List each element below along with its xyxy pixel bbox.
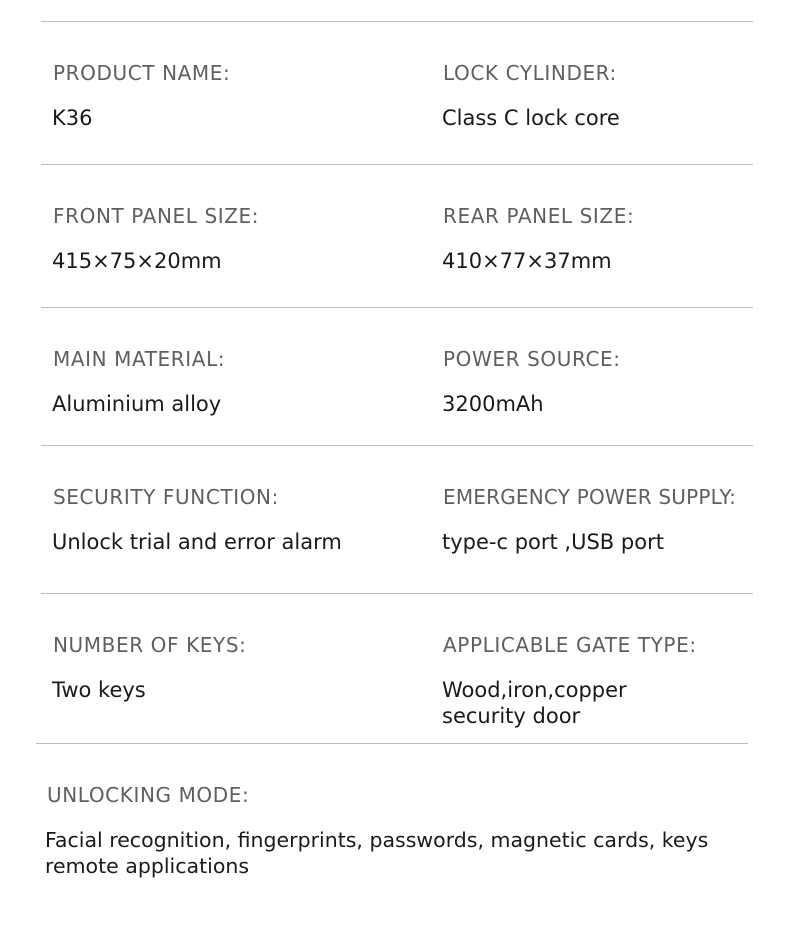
front-panel-size-label: FRONT PANEL SIZE:: [53, 204, 260, 228]
main-material-value: Aluminium alloy: [52, 392, 222, 416]
lock-cylinder-label: LOCK CYLINDER:: [443, 61, 617, 85]
power-source-value: 3200mAh: [442, 392, 544, 416]
unlocking-mode-label: UNLOCKING MODE:: [47, 783, 250, 807]
security-function-label: SECURITY FUNCTION:: [53, 485, 279, 509]
rear-panel-size-value: 410×77×37mm: [442, 249, 612, 273]
lock-cylinder-value: Class C lock core: [442, 106, 620, 130]
divider-row-3: [41, 445, 753, 446]
number-of-keys-value: Two keys: [52, 678, 146, 702]
emergency-power-supply-value: type-c port ,USB port: [442, 530, 664, 554]
number-of-keys-label: NUMBER OF KEYS:: [53, 633, 247, 657]
divider-row-2: [41, 307, 753, 308]
emergency-power-supply-label: EMERGENCY POWER SUPPLY:: [443, 485, 737, 509]
divider-row-4: [41, 593, 753, 594]
divider-row-5: [36, 743, 748, 744]
divider-top: [41, 21, 753, 22]
front-panel-size-value: 415×75×20mm: [52, 249, 222, 273]
main-material-label: MAIN MATERIAL:: [53, 347, 226, 371]
rear-panel-size-label: REAR PANEL SIZE:: [443, 204, 635, 228]
divider-row-1: [41, 164, 753, 165]
product-name-label: PRODUCT NAME:: [53, 61, 231, 85]
applicable-gate-type-value-line-2: security door: [442, 704, 581, 728]
unlocking-mode-value-line-2: remote applications: [45, 854, 250, 878]
power-source-label: POWER SOURCE:: [443, 347, 621, 371]
applicable-gate-type-value-line-1: Wood,iron,copper: [442, 678, 627, 702]
applicable-gate-type-label: APPLICABLE GATE TYPE:: [443, 633, 697, 657]
security-function-value: Unlock trial and error alarm: [52, 530, 342, 554]
unlocking-mode-value-line-1: Facial recognition, fingerprints, passwords, magnetic cards, keys: [45, 828, 709, 852]
product-name-value: K36: [52, 106, 93, 130]
